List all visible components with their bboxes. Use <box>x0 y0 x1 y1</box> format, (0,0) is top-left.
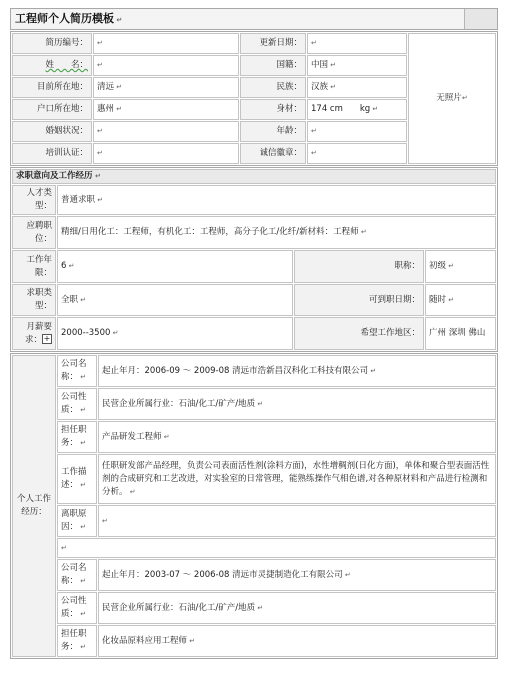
paragraph-mark-icon: ↵ <box>114 16 123 24</box>
arrival-value[interactable]: 随时 ↵ <box>425 284 496 316</box>
nature-label: 公司性质： ↵ <box>57 388 97 420</box>
role-value[interactable]: 产品研发工程师 ↵ <box>98 421 496 453</box>
arrival-label: 可到职日期： <box>294 284 424 316</box>
leave-value[interactable] <box>98 505 496 537</box>
job-type-label: 求职类型： <box>12 284 56 316</box>
resume-no-label: 简历编号： <box>12 33 92 54</box>
name-label: 姓 名： <box>12 55 92 76</box>
nature-label: 公司性质： ↵ <box>57 592 97 624</box>
marital-label: 婚姻状况： <box>12 121 92 142</box>
desc-value[interactable]: 任职研发部产品经理，负责公司表面活性剂(涂料方面)，水性增稠剂(日化方面)，单体和聚合型表面活性剂的合成研究和工艺改进，对实验室的日常管理，能熟练操作气相色谱,对各种原材料和产品进行检测和分析。 ↵ <box>98 454 496 504</box>
age-value[interactable] <box>307 121 407 142</box>
name-value[interactable] <box>93 55 239 76</box>
salary-value[interactable]: 2000--3500 ↵ <box>57 317 293 350</box>
marital-value[interactable] <box>93 121 239 142</box>
resume-document <box>10 8 498 659</box>
job-type-value[interactable]: 全职 ↵ <box>57 284 293 316</box>
update-date-value[interactable] <box>307 33 407 54</box>
height-label: 身材： <box>240 99 306 120</box>
section-title: 求职意向及工作经历 ↵ <box>12 169 496 184</box>
hukou-label: 户口所在地： <box>12 99 92 120</box>
role-value[interactable]: 化妆品原料应用工程师 ↵ <box>98 625 496 657</box>
height-value[interactable]: 174 cm kg ↵ <box>307 99 407 120</box>
photo-cell <box>408 33 496 164</box>
credit-label: 诚信徽章： <box>240 143 306 164</box>
nationality-label: 国籍： <box>240 55 306 76</box>
age-label: 年龄： <box>240 121 306 142</box>
position-value[interactable]: 精细/日用化工：工程师，有机化工：工程师，高分子化工/化纤/新材料：工程师 ↵ <box>57 216 496 249</box>
years-value[interactable]: 6 ↵ <box>57 250 293 283</box>
nature-value[interactable]: 民营企业所属行业：石油/化工/矿产/地质 ↵ <box>98 592 496 624</box>
area-value[interactable]: 广州 深圳 佛山 <box>425 317 496 350</box>
experience-table <box>10 353 498 659</box>
credit-value[interactable] <box>307 143 407 164</box>
talent-type-value[interactable]: 普通求职 ↵ <box>57 185 496 215</box>
leave-label: 离职原因： ↵ <box>57 505 97 537</box>
residence-label: 目前所在地： <box>12 77 92 98</box>
talent-type-label: 人才类型： <box>12 185 56 215</box>
resume-no-value[interactable] <box>93 33 239 54</box>
company-label: 公司名称： ↵ <box>57 355 97 387</box>
cert-label: 培训认证： <box>12 143 92 164</box>
area-label: 希望工作地区： <box>294 317 424 350</box>
company-value[interactable]: 起止年月：2003-07 ～ 2006-08 清远市灵捷制造化工有限公司 ↵ <box>98 559 496 591</box>
title-value[interactable]: 初级 ↵ <box>425 250 496 283</box>
nationality-value[interactable]: 中国 ↵ <box>307 55 407 76</box>
nature-value[interactable]: 民营企业所属行业：石油/化工/矿产/地质 ↵ <box>98 388 496 420</box>
years-label: 工作年限： <box>12 250 56 283</box>
company-value[interactable]: 起止年月：2006-09 ～ 2009-08 清远市浩新昌汉科化工科技有限公司 ↵ <box>98 355 496 387</box>
desc-label: 工作描述： ↵ <box>57 454 97 504</box>
page-title: 工程师个人简历模板 <box>15 12 114 25</box>
role-label: 担任职务： ↵ <box>57 421 97 453</box>
salary-label: 月薪要求： + <box>12 317 56 350</box>
position-label: 应聘职位： <box>12 216 56 249</box>
basic-info-table <box>10 31 498 166</box>
title-bar <box>10 8 498 30</box>
separator-row <box>57 538 496 558</box>
company-label: 公司名称： ↵ <box>57 559 97 591</box>
ethnic-label: 民族： <box>240 77 306 98</box>
photo-placeholder: 无照片 <box>436 93 462 103</box>
paragraph-mark-icon: ↵ <box>461 94 468 102</box>
update-date-label: 更新日期： <box>240 33 306 54</box>
title-bar-cap <box>464 9 497 29</box>
residence-value[interactable]: 清远 ↵ <box>93 77 239 98</box>
title-label: 职称： <box>294 250 424 283</box>
experience-label: 个人工作经历： <box>12 355 56 657</box>
job-intent-table <box>10 167 498 352</box>
ethnic-value[interactable]: 汉族 ↵ <box>307 77 407 98</box>
hukou-value[interactable]: 惠州 ↵ <box>93 99 239 120</box>
cert-value[interactable] <box>93 143 239 164</box>
role-label: 担任职务： ↵ <box>57 625 97 657</box>
table-move-handle-icon[interactable]: + <box>43 334 51 343</box>
